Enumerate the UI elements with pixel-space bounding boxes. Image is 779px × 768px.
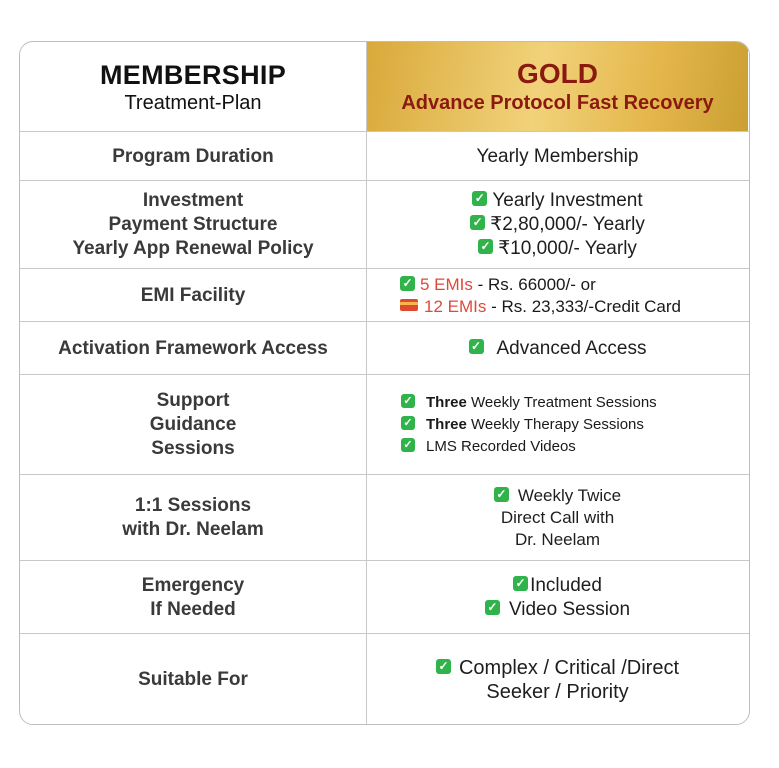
emi-label: EMI Facility — [140, 284, 246, 306]
payment-structure-label: Payment Structure — [108, 214, 278, 235]
doctor-name-value: Dr. Neelam — [514, 530, 601, 549]
lms-videos-text: LMS Recorded Videos — [426, 438, 576, 455]
activation-value: Advanced Access — [496, 337, 647, 359]
treatment-sessions-count: Three — [426, 394, 467, 411]
membership-table — [19, 41, 750, 725]
check-icon: ✓ — [485, 600, 500, 615]
included-value: Included — [530, 574, 602, 596]
check-icon: ✓ — [472, 191, 487, 206]
check-icon: ✓ — [400, 276, 415, 291]
credit-card-icon — [400, 299, 418, 311]
payment-value: ₹2,80,000/- Yearly — [490, 214, 645, 235]
check-icon: ✓ — [513, 576, 528, 591]
duration-value: Yearly Membership — [476, 145, 639, 167]
suitable-label: Suitable For — [138, 668, 248, 690]
check-icon: ✓ — [470, 215, 485, 230]
emi-5-amount: - Rs. 66000/- or — [472, 274, 596, 294]
with-doctor-label: with Dr. Neelam — [122, 519, 264, 540]
check-icon: ✓ — [436, 659, 451, 674]
check-icon: ✓ — [401, 394, 415, 408]
check-icon: ✓ — [401, 438, 415, 452]
header-row — [20, 42, 749, 131]
membership-header-cell — [20, 42, 367, 131]
check-icon: ✓ — [478, 239, 493, 254]
suitable-value-line1: Complex / Critical /Direct — [458, 656, 680, 679]
emergency-row — [20, 560, 749, 634]
renewal-value: ₹10,000/- Yearly — [498, 238, 637, 259]
emi-row — [20, 268, 749, 322]
weekly-twice-value: Weekly Twice — [517, 486, 622, 505]
sessions-label: Sessions — [151, 438, 235, 459]
one-on-one-row — [20, 474, 749, 561]
membership-subtitle: Treatment-Plan — [124, 91, 262, 114]
gold-title: GOLD — [517, 57, 598, 89]
if-needed-label: If Needed — [150, 598, 236, 620]
renewal-policy-label: Yearly App Renewal Policy — [72, 238, 314, 259]
membership-title: MEMBERSHIP — [99, 59, 286, 90]
emergency-label: Emergency — [141, 574, 245, 596]
one-on-one-label: 1:1 Sessions — [134, 495, 252, 516]
direct-call-value: Direct Call with — [500, 508, 615, 527]
check-icon: ✓ — [401, 416, 415, 430]
therapy-sessions-count: Three — [426, 416, 467, 433]
gold-header-cell — [367, 42, 748, 131]
emi-5-label: 5 EMIs — [420, 274, 473, 294]
guidance-label: Guidance — [149, 414, 237, 435]
check-icon: ✓ — [469, 339, 484, 354]
investment-label: Investment — [142, 190, 244, 211]
suitable-row — [20, 633, 749, 725]
investment-value: Yearly Investment — [492, 190, 643, 211]
check-icon: ✓ — [494, 487, 509, 502]
video-session-value: Video Session — [508, 598, 631, 620]
duration-label: Program Duration — [112, 145, 274, 167]
support-label: Support — [156, 390, 230, 411]
investment-row — [20, 180, 749, 269]
suitable-value-line2: Seeker / Priority — [486, 680, 629, 703]
gold-subtitle: Advance Protocol Fast Recovery — [401, 91, 714, 114]
duration-row — [20, 131, 749, 181]
therapy-sessions-text: Weekly Therapy Sessions — [466, 416, 644, 433]
emi-12-amount: - Rs. 23,333/-Credit Card — [486, 296, 681, 316]
support-row — [20, 374, 749, 475]
activation-row — [20, 321, 749, 375]
treatment-sessions-text: Weekly Treatment Sessions — [466, 394, 657, 411]
activation-label: Activation Framework Access — [58, 337, 328, 359]
emi-12-label: 12 EMIs — [424, 296, 487, 316]
